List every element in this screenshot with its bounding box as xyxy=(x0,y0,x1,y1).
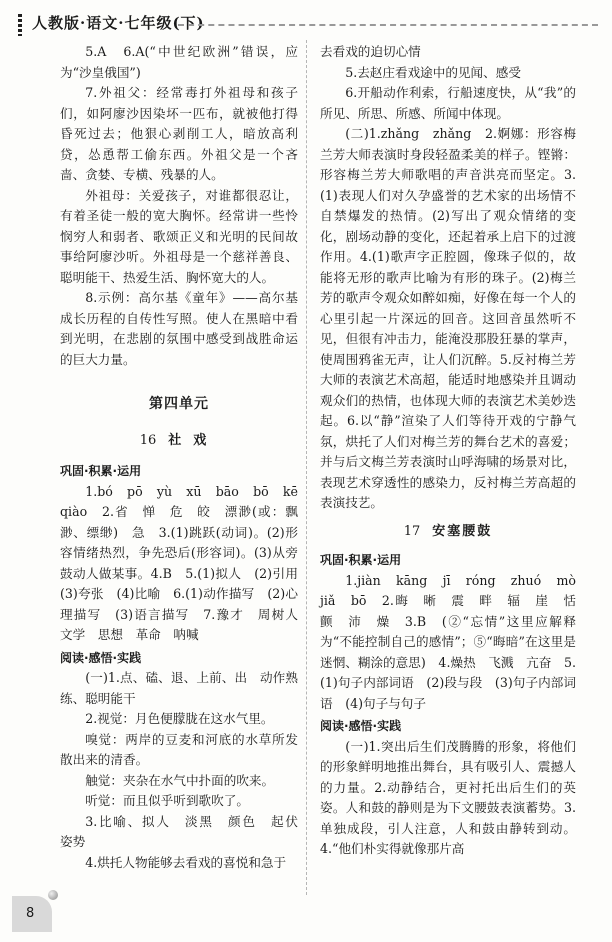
answer-5-6: 5.A 6.A(“中世纪欧洲”错误，应为“沙皇俄国”) xyxy=(60,44,298,80)
answer-line: (一)1.点、磕、退、上前、出 动作熟练、聪明能干 xyxy=(60,670,298,706)
page-header xyxy=(18,6,598,40)
page-footer xyxy=(12,888,60,932)
answer-line: 4.烘托人物能够去看戏的喜悦和急于 xyxy=(85,854,287,870)
left-column xyxy=(60,42,311,873)
lesson-name: 社戏 xyxy=(168,432,219,448)
header-title: 人教版·语文·七年级(下) xyxy=(32,14,205,32)
right-column xyxy=(320,42,589,860)
lesson-16-title xyxy=(60,431,298,452)
lesson-17-title xyxy=(320,522,576,543)
answer-line: 去看戏的迫切心情 xyxy=(320,44,421,59)
section-heading: 巩固·积累·运用 xyxy=(60,464,142,478)
lesson-number: 16 xyxy=(139,432,157,448)
unit-title: 第四单元 xyxy=(149,396,209,412)
column-divider xyxy=(306,40,307,895)
answer-block: (二)1.zhǎng zhǎng 2.婀娜：形容梅兰芳大师表演时身段轻盈柔美的样子。铿锵：形容梅兰芳大师歌唱的声音洪亮而坚定。3.(1)表现人们对久孕盛誉的艺术家的出场情不自禁爆发的热情。(2)写出了观众情绪的变化，剧场动静的变化，还起着承上启下的过渡作用。4.(1)歌声字正腔圆，像珠子似的，故能将无形的歌声比喻为有形的珠子。(2)梅兰芳的歌声令观众如醉如痴，好像在每一个人的心里引起一片深远的回音。这回音虽然听不见，但很有冲击力，能淹没那股狂暴的掌声，使周围鸦雀无声，让人们沉醉。5.反衬梅兰芳大师的表演艺术高超，能适时地感染并且调动观众们的热情，也体现大师的表演艺术美妙迭起。6.以“静”渲染了人们等待开戏的宁静气氛，烘托了人们对梅兰芳的舞台艺术的喜爱；并与后文梅兰芳表演时山呼海啸的场景对比，表现艺术穿透性的感染力，反衬梅兰芳高超的表演技艺。 xyxy=(320,126,576,510)
header-mark xyxy=(18,14,22,36)
section-heading: 阅读·感悟·实践 xyxy=(320,719,402,733)
answer-block: 1.bó pō yù xū bāo bō kē qiào 2.省 惮 危 皎 漂渺(或：飘渺、缥缈) 急 3.(1)跳跃(动词)。(2)形容情绪热烈，争先恐后(形容词)。(3)从旁鼓动人做某事。4.B 5.(1)拟人 (2)引用 (3)夸张 (4)比喻 6.(1)动作描写 (2)心理描写 (3)语言描写 7.豫才 周树人 文学 思想 革命 呐喊 xyxy=(60,483,311,642)
answer-7-grandfather: 7.外祖父：经常毒打外祖母和孩子们，如阿廖沙因染坏一匹布，就被他打得昏死过去；他狠心剥削工人，暗放高利贷，怂恿帮工偷东西。外祖父是一个吝啬、贪婪、专横、残暴的人。 xyxy=(60,85,298,182)
page-number: 8 xyxy=(26,906,35,921)
answer-line: 5.去赵庄看戏途中的见闻、感受 xyxy=(345,64,521,80)
answer-line: 触觉：夹杂在水气中扑面的吹来。 xyxy=(85,772,275,788)
header-divider xyxy=(178,24,598,26)
answer-line: 3.比喻、拟人 淡黑 颜色 起伏 姿势 xyxy=(60,813,311,849)
lesson-name: 安塞腰鼓 xyxy=(432,523,493,539)
answer-line: 听觉：而且似乎听到歌吹了。 xyxy=(85,793,249,808)
answer-7-grandmother: 外祖母：关爱孩子，对谁都很忍让，有着圣徒一般的宽大胸怀。经常讲一些怜悯穷人和弱者、歌颂正义和光明的民间故事给阿廖沙听。外祖母是一个慈祥善良、聪明能干、热爱生活、胸怀宽大的人。 xyxy=(60,187,298,285)
answer-block: (一)1.突出后生们茂腾腾的形象，将他们的形象鲜明地推出舞台，具有吸引人、震撼人的力量。2.动静结合，更衬托出后生们的英姿。人和鼓的静则是为下文腰鼓表演蓄势。3.单独成段，引人注意，人和鼓由静转到动。4.“他们朴实得就像那片高 xyxy=(320,738,576,856)
answer-block: 1.jiàn kāng jī róng zhuó mò jiǎ bō 2.晦 晰 震 畔 辐 崖 恬 颤 沛 燥 3.B (②“忘情”这里应解释为“不能控制自己的感情”；⑤“晦暗”在这里是迷惘、糊涂的意思) 4.燥热 飞溅 亢奋 5.(1)句子内部词语 (2)段与段 (3)句子内部词语 (4)句子与句子 xyxy=(320,572,589,711)
decorative-dot-icon xyxy=(48,890,58,900)
answer-line: 嗅觉：两岸的豆麦和河底的水草所发散出来的清香。 xyxy=(60,731,298,767)
answer-8: 8.示例：高尔基《童年》——高尔基成长历程的自传性写照。使人在黑暗中看到光明，在悲剧的氛围中感受到战胜命运的巨大力量。 xyxy=(60,290,298,367)
section-heading: 巩固·积累·运用 xyxy=(320,553,402,567)
answer-line: 2.视觉：月色便朦胧在这水气里。 xyxy=(85,711,274,726)
lesson-number: 17 xyxy=(403,523,421,539)
section-heading: 阅读·感悟·实践 xyxy=(60,650,142,665)
answer-line: 6.开船动作利索，行船速度快，从“我”的所见、所思、所感、所闻中体现。 xyxy=(320,85,576,121)
